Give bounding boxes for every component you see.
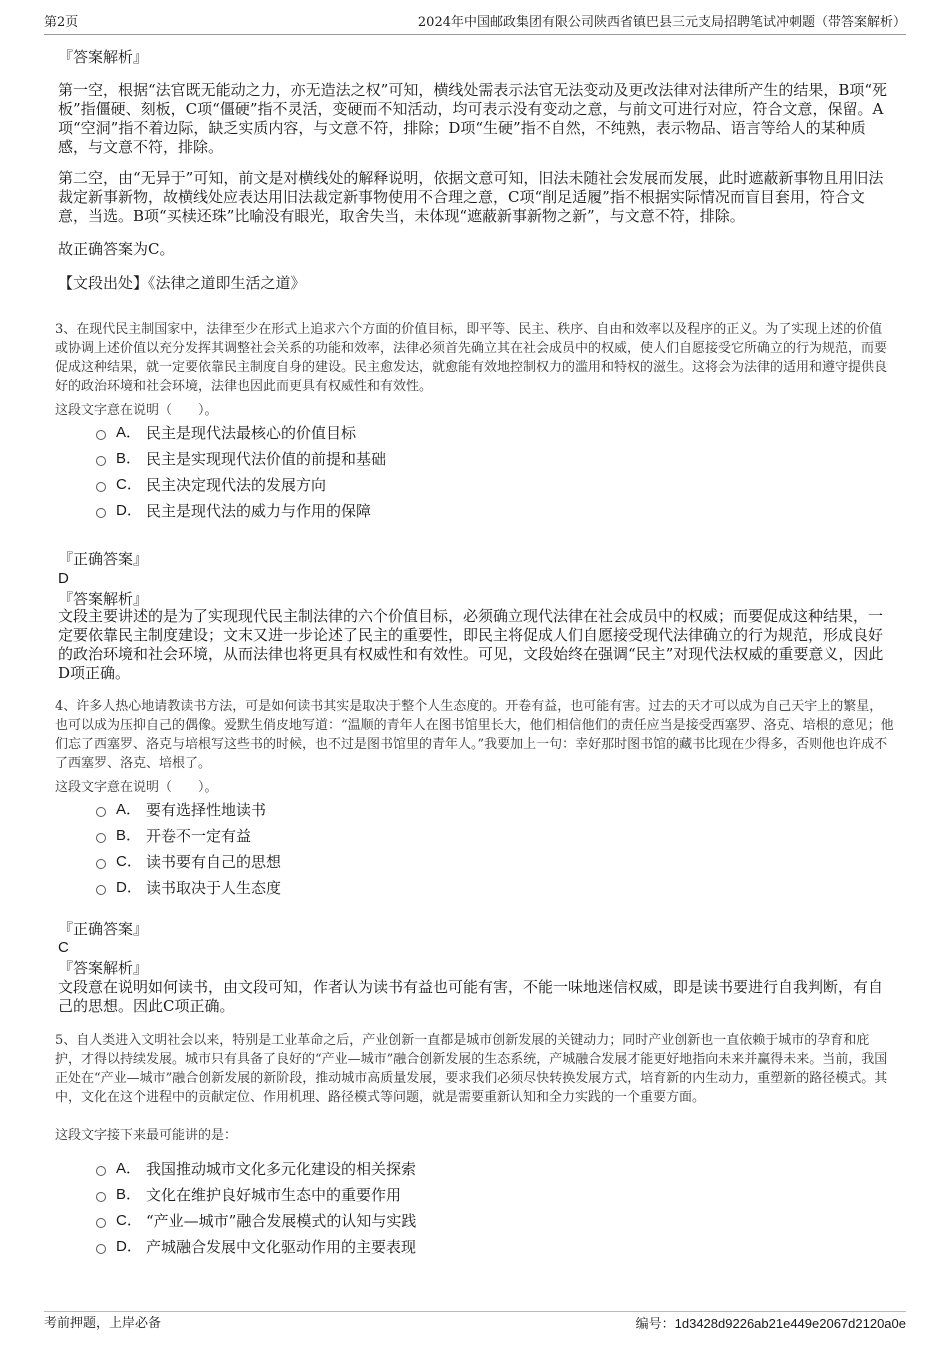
radio-icon[interactable]	[96, 456, 106, 466]
option-text: 文化在维护良好城市生态中的重要作用	[146, 1186, 402, 1204]
q4-option-a[interactable]	[96, 800, 266, 820]
option-text: 民主是实现现代法价值的前提和基础	[146, 450, 387, 468]
option-text: 读书取决于人生态度	[146, 879, 282, 897]
option-text: 读书要有自己的思想	[146, 853, 282, 871]
option-text: 我国推动城市文化多元化建设的相关探索	[146, 1160, 417, 1178]
q3-answer-label: 『正确答案』	[58, 550, 149, 568]
q2-analysis-label: 『答案解析』	[58, 48, 149, 66]
q4-prompt: 这段文字意在说明（ ）。	[55, 780, 218, 795]
radio-icon[interactable]	[96, 859, 106, 869]
q5-stem: 5、自人类进入文明社会以来，特别是工业革命之后，产业创新一直都是城市创新发展的关键动力；同时产业创新也一直依赖于城市的孕育和庇护，才得以持续发展。城市只有具备了良好的“产业—城市”融合创新发展的生态系统，产城融合发展才能更好地指向未来并赢得未来。当前，我国正处在“产业—城市”融合创新发展的新阶段，推动城市高质量发展，要求我们必须尽快转换发展方式，培育新的内生动力，重塑新的路径模式。其中，文化在这个进程中的贡献定位、作用机理、路径模式等问题，就是需要重新认知和全力实践的一个重要方面。	[55, 1033, 888, 1105]
radio-icon[interactable]	[96, 482, 106, 492]
radio-icon[interactable]	[96, 885, 106, 895]
option-letter: C．	[116, 853, 142, 870]
page-number: 第2页	[44, 15, 79, 30]
footer-code-block	[636, 1314, 906, 1335]
q2-conclusion: 故正确答案为C。	[58, 240, 175, 258]
option-text: 开卷不一定有益	[146, 827, 252, 845]
option-text: 民主决定现代法的发展方向	[146, 476, 327, 494]
option-letter: A．	[116, 424, 142, 441]
q4-option-b[interactable]	[96, 826, 251, 846]
q3-stem: 3、在现代民主制国家中，法律至少在形式上追求六个方面的价值目标，即平等、民主、秩序、自由和效率以及程序的正义。为了实现上述的价值或协调上述价值以充分发挥其调整社会关系的功能和效率，法律必须首先确立其在社会成员中的权威，使人们自愿接受它所确立的行为规范，而要促成这种结果，就一定要依靠民主制度自身的建设。民主愈发达，就愈能有效地控制权力的滥用和特权的滋生。这将会为法律的适用和遵守提供良好的政治环境和社会环境，法律也因此而更具有权威性和有效性。	[55, 322, 888, 394]
option-letter: C．	[116, 476, 142, 493]
radio-icon[interactable]	[96, 807, 106, 817]
radio-icon[interactable]	[96, 508, 106, 518]
option-letter: A．	[116, 801, 142, 818]
q3-analysis: 文段主要讲述的是为了实现现代民主制法律的六个价值目标，必须确立现代法律在社会成员中的权威；而要促成这种结果，一定要依靠民主制度建设；文末又进一步论述了民主的重要性，即民主将促成人们自愿接受现代法律确立的行为规范，形成良好的政治环境和社会环境，从而法律也将更具有权威性和有效性。可见，文段始终在强调“民主”对现代法权威的重要意义，因此D项正确。	[58, 607, 884, 682]
q3-analysis-label: 『答案解析』	[58, 590, 149, 608]
q3-option-a[interactable]	[96, 423, 356, 443]
q4-option-d[interactable]	[96, 878, 281, 898]
option-letter: B．	[116, 1186, 142, 1203]
q5-option-b[interactable]	[96, 1185, 401, 1205]
footer-code: 1d3428d9226ab21e449e2067d2120a0e	[674, 1316, 906, 1331]
page-header	[44, 14, 906, 35]
option-letter: D．	[116, 879, 142, 896]
radio-icon[interactable]	[96, 833, 106, 843]
q3-answer: D	[58, 570, 69, 587]
q3-prompt: 这段文字意在说明（ ）。	[55, 403, 218, 418]
option-letter: C．	[116, 1212, 142, 1229]
q5-option-d[interactable]	[96, 1237, 416, 1257]
option-text: “产业—城市”融合发展模式的认知与实践	[146, 1212, 417, 1230]
document-title: 2024年中国邮政集团有限公司陕西省镇巴县三元支局招聘笔试冲刺题（带答案解析）	[417, 15, 906, 30]
q4-answer: C	[58, 939, 69, 956]
footer-slogan: 考前押题，上岸必备	[44, 1316, 162, 1331]
option-text: 要有选择性地读书	[146, 801, 267, 819]
option-letter: B．	[116, 827, 142, 844]
page-footer	[44, 1311, 906, 1334]
radio-icon[interactable]	[96, 1218, 106, 1228]
q4-analysis-label: 『答案解析』	[58, 959, 149, 977]
option-text: 产城融合发展中文化驱动作用的主要表现	[146, 1238, 417, 1256]
q3-option-c[interactable]	[96, 475, 326, 495]
q5-option-c[interactable]	[96, 1211, 416, 1231]
option-letter: D．	[116, 502, 142, 519]
option-letter: B．	[116, 450, 142, 467]
q3-option-d[interactable]	[96, 501, 371, 521]
q4-answer-label: 『正确答案』	[58, 920, 149, 938]
radio-icon[interactable]	[96, 1192, 106, 1202]
q2-analysis-para2: 第二空，由“无异于”可知，前文是对横线处的解释说明，依据文意可知，旧法未随社会发展而发展，此时遮蔽新事物且用旧法裁定新事新物，故横线处应表达用旧法裁定新事物使用不合理之意，C项“削足适履”指不根据实际情况而盲目套用，符合文意，当选。B项“买椟还珠”比喻没有眼光，取舍失当，未体现“遮蔽新事新物之新”，与文意不符，排除。	[58, 169, 884, 225]
q4-analysis: 文段意在说明如何读书，由文段可知，作者认为读书有益也可能有害，不能一味地迷信权威，即是读书要进行自我判断，有自己的思想。因此C项正确。	[58, 978, 884, 1015]
option-letter: A．	[116, 1160, 142, 1177]
radio-icon[interactable]	[96, 1166, 106, 1176]
option-text: 民主是现代法的威力与作用的保障	[146, 502, 372, 520]
q5-prompt: 这段文字接下来最可能讲的是：	[55, 1128, 238, 1143]
q2-source: 【文段出处】《法律之道即生活之道》	[58, 274, 306, 292]
q4-stem: 4、许多人热心地请教读书方法，可是如何读书其实是取决于整个人生态度的。开卷有益，也可能有害。过去的天才可以成为自己天宇上的繁星，也可以成为压抑自己的偶像。爱默生俏皮地写道：“温顺的青年人在图书馆里长大，他们相信他们的责任应当是接受西塞罗、洛克、培根的意见；他们忘了西塞罗、洛克与培根写这些书的时候，也不过是图书馆里的青年人。”我要加上一句：幸好那时图书馆的藏书比现在少得多，否则他也许成不了西塞罗、洛克、培根了。	[55, 699, 894, 771]
radio-icon[interactable]	[96, 1244, 106, 1254]
q2-analysis-para1: 第一空，根据“法官既无能动之力，亦无造法之权”可知，横线处需表示法官无法变动及更改法律对法律所产生的结果，B项“死板”指僵硬、刻板，C项“僵硬”指不灵活，变硬而不知活动，均可表示没有变动之意，与前文可进行对应，符合文意，保留。A项“空洞”指不着边际，缺乏实质内容，与文意不符，排除；D项“生硬”指不自然，不纯熟，表示物品、语言等给人的某种质感，与文意不符，排除。	[58, 81, 888, 156]
option-letter: D．	[116, 1238, 142, 1255]
q4-option-c[interactable]	[96, 852, 281, 872]
q3-option-b[interactable]	[96, 449, 386, 469]
footer-code-label: 编号：	[635, 1317, 675, 1332]
q5-option-a[interactable]	[96, 1159, 416, 1179]
radio-icon[interactable]	[96, 430, 106, 440]
option-text: 民主是现代法最核心的价值目标	[146, 424, 357, 442]
